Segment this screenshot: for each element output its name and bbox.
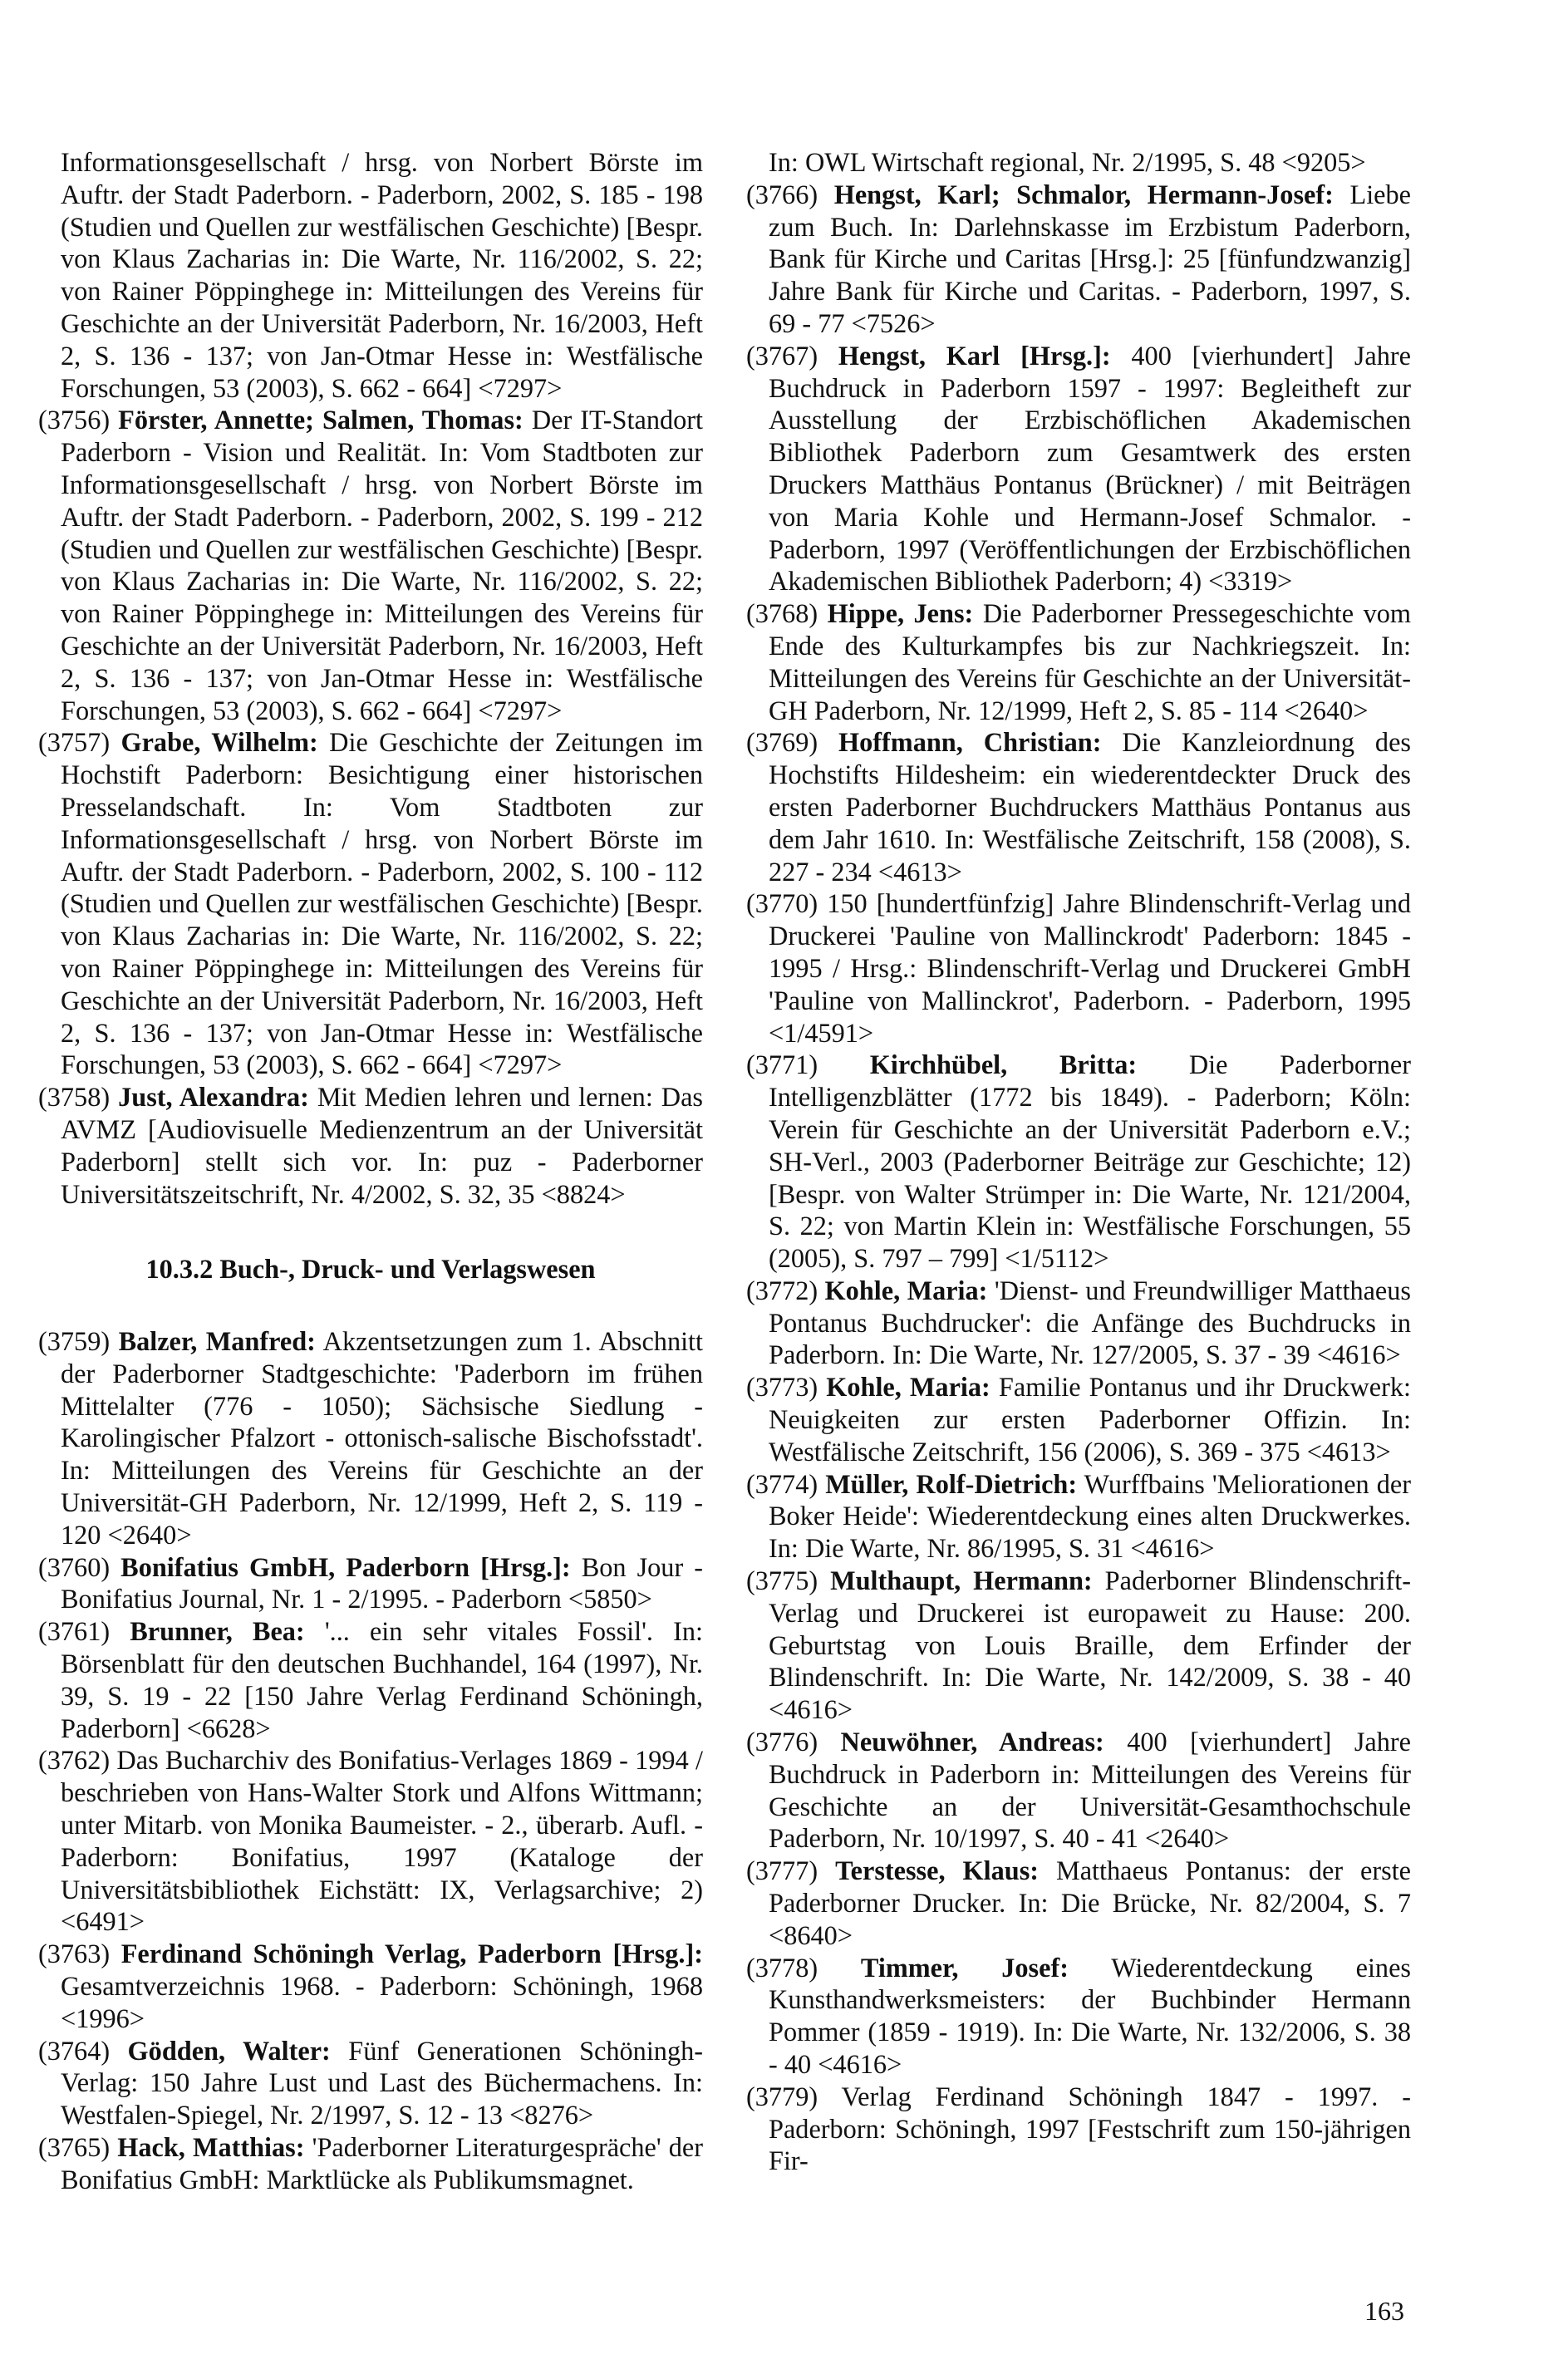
entry-author: Müller, Rolf-Dietrich: — [825, 1468, 1078, 1499]
entry-author: Bonifatius GmbH, Paderborn [Hrsg.]: — [120, 1551, 571, 1582]
entry-number: (3776) — [746, 1727, 818, 1757]
entry-text: Das Bucharchiv des Bonifatius-Verlages 1869 - 1994 / beschrieben von Hans-Walter Stork und Alfons Wittmann; unter Mitarb. von Monika Baumeister. - 2., überarb. Aufl. - Paderborn: Bonifatius, 1997 (Kataloge der Universitätsbibliothek Eichstätt: IX, Verlagsarchive; 2) <6491> — [61, 1745, 703, 1937]
bibliography-entry — [38, 146, 703, 404]
entry-number: (3763) — [38, 1939, 111, 1969]
bibliography-entry — [38, 1081, 703, 1210]
entry-text: '... ein sehr vitales Fossil'. In: Börsenblatt für den deutschen Buchhandel, 164 (1997), Nr. 39, S. 19 - 22 [150 Jahre Verlag Ferdinand Schöningh, Paderborn] <6628> — [61, 1616, 703, 1743]
entry-author: Gödden, Walter: — [127, 2035, 331, 2066]
bibliography-entry — [38, 726, 703, 1081]
entry-text: Die Paderborner Intelligenzblätter (1772 bis 1849). - Paderborn; Köln: Verein für Geschichte an der Universität Paderborn e.V.; SH-Verl., 2003 (Paderborner Beiträge zur Geschichte; 12) [Bespr. von Walter Strümper in: Die Warte, Nr. 121/2004, S. 22; von Martin Klein in: Westfälische Forschungen, 55 (2005), S. 797 – 799] <1/5112> — [769, 1049, 1411, 1274]
bibliography-entry — [746, 1468, 1411, 1565]
entry-text: Matthaeus Pontanus: der erste Paderborner Drucker. In: Die Brücke, Nr. 82/2004, S. 7 <8640> — [769, 1855, 1412, 1950]
entry-number: (3757) — [38, 727, 111, 758]
entry-number: (3764) — [38, 2035, 111, 2066]
entry-text: 400 [vierhundert] Jahre Buchdruck in Paderborn in: Mitteilungen des Vereins für Geschichte an der Universität-Gesamthochschule Paderborn, Nr. 10/1997, S. 40 - 41 <2640> — [769, 1727, 1411, 1854]
bibliography-entry — [746, 340, 1411, 597]
entry-text: Mit Medien lehren und lernen: Das AVMZ [Audiovisuelle Medienzentrum an der Universität Paderborn] stellt sich vor. In: puz - Paderborner Universitätszeitschrift, Nr. 4/2002, S. 32, 35 <8824> — [61, 1082, 703, 1209]
page-number: 163 — [1364, 2296, 1404, 2326]
bibliography-entry — [746, 1049, 1411, 1275]
entry-text: 'Dienst- und Freundwilliger Matthaeus Pontanus Buchdrucker': die Anfänge des Buchdrucks in Paderborn. In: Die Warte, Nr. 127/2005, S. 37 - 39 <4616> — [769, 1275, 1411, 1370]
entry-author: Hengst, Karl [Hrsg.]: — [838, 340, 1111, 371]
entry-text: Familie Pontanus und ihr Druckwerk: Neuigkeiten zur ersten Paderborner Offizin. In: Westfälische Zeitschrift, 156 (2006), S. 369 - 375 <4613> — [769, 1372, 1411, 1467]
entry-number: (3766) — [746, 179, 818, 209]
bibliography-entry — [38, 1744, 703, 1938]
entry-text: Verlag Ferdinand Schöningh 1847 - 1997. - Paderborn: Schöningh, 1997 [Festschrift zum 150-jährigen Fir- — [769, 2081, 1412, 2176]
entry-author: Kohle, Maria: — [824, 1275, 988, 1305]
entry-author: Balzer, Manfred: — [118, 1326, 316, 1357]
right-column — [746, 146, 1411, 2177]
entry-text: 'Paderborner Literaturgespräche' der Bonifatius GmbH: Marktlücke als Publikumsmagnet. — [61, 2132, 704, 2194]
bibliography-entry — [746, 1855, 1411, 1951]
entry-number: (3775) — [746, 1565, 818, 1596]
bibliography-entry — [746, 1371, 1411, 1467]
entry-author: Förster, Annette; Salmen, Thomas: — [118, 405, 523, 435]
bibliography-entry — [746, 597, 1411, 726]
entry-text: Akzentsetzungen zum 1. Abschnitt der Paderborner Stadtgeschichte: 'Paderborn im frühen Mittelalter (776 - 1050); Sächsische Siedlung - Karolingischer Pfalzort - ottonisch-salische Bischofsstadt'. In: Mitteilungen des Vereins für Geschichte an der Universität-GH Paderborn, Nr. 12/1999, Heft 2, S. 119 - 120 <2640> — [61, 1326, 704, 1550]
entry-number: (3770) — [746, 888, 818, 919]
section-heading: 10.3.2 Buch-, Druck- und Verlagswesen — [145, 1254, 596, 1285]
entry-author: Kohle, Maria: — [826, 1372, 990, 1403]
bibliography-entry — [746, 1565, 1411, 1726]
entry-text: In: OWL Wirtschaft regional, Nr. 2/1995, S. 48 <9205> — [769, 147, 1366, 177]
entry-text: Informationsgesellschaft / hrsg. von Norbert Börste im Auftr. der Stadt Paderborn. - Paderborn, 2002, S. 185 - 198 (Studien und Quellen zur westfälischen Geschichte) [Bespr. von Klaus Zacharias in: Die Warte, Nr. 116/2002, S. 22; von Rainer Pöppinghege in: Mitteilungen des Vereins für Geschichte an der Universität Paderborn, Nr. 16/2003, Heft 2, S. 136 - 137; von Jan-Otmar Hesse in: Westfälische Forschungen, 53 (2003), S. 662 - 664] <7297> — [61, 147, 703, 403]
entry-number: (3778) — [746, 1952, 818, 1983]
entry-author: Multhaupt, Hermann: — [830, 1565, 1093, 1596]
bibliography-entry — [746, 887, 1411, 1049]
entry-number: (3762) — [38, 1745, 111, 1776]
entry-number: (3767) — [746, 340, 818, 371]
bibliography-entry — [746, 726, 1411, 887]
entry-number: (3759) — [38, 1326, 111, 1357]
entry-text: Gesamtverzeichnis 1968. - Paderborn: Schöningh, 1968 <1996> — [61, 1971, 703, 2033]
entry-number: (3765) — [38, 2132, 111, 2163]
entry-number: (3769) — [746, 727, 818, 758]
entry-text: Der IT-Standort Paderborn - Vision und Realität. In: Vom Stadtboten zur Informationsgesellschaft / hrsg. von Norbert Börste im Auftr. der Stadt Paderborn. - Paderborn, 2002, S. 199 - 212 (Studien und Quellen zur westfälischen Geschichte) [Bespr. von Klaus Zacharias in: Die Warte, Nr. 116/2002, S. 22; von Rainer Pöppinghege in: Mitteilungen des Vereins für Geschichte an der Universität Paderborn, Nr. 16/2003, Heft 2, S. 136 - 137; von Jan-Otmar Hesse in: Westfälische Forschungen, 53 (2003), S. 662 - 664] <7297> — [61, 405, 703, 725]
entry-number: (3771) — [746, 1049, 818, 1080]
entry-text: 150 [hundertfünfzig] Jahre Blindenschrift-Verlag und Druckerei 'Pauline von Mallinckrodt' Paderborn: 1845 - 1995 / Hrsg.: Blindenschrift-Verlag und Druckerei GmbH 'Pauline von Mallinckrot', Paderborn. - Paderborn, 1995 <1/4591> — [769, 888, 1411, 1048]
entry-author: Hoffmann, Christian: — [838, 727, 1102, 758]
bibliography-entry — [746, 179, 1411, 340]
entry-number: (3756) — [38, 405, 111, 435]
entry-text: Wurffbains 'Meliorationen der Boker Heide': Wiederentdeckung eines alten Druckwerkes. In: Die Warte, Nr. 86/1995, S. 31 <4616> — [769, 1468, 1411, 1564]
entry-author: Hengst, Karl; Schmalor, Hermann-Josef: — [833, 179, 1334, 209]
bibliography-entry — [38, 2035, 703, 2131]
entry-number: (3774) — [746, 1468, 818, 1499]
entry-text: Paderborner Blindenschrift-Verlag und Druckerei ist europaweit zu Hause: 200. Geburtstag von Louis Braille, dem Erfinder der Blindenschrift. In: Die Warte, Nr. 142/2009, S. 38 - 40 <4616> — [769, 1565, 1412, 1725]
bibliography-entry — [38, 1325, 703, 1551]
bibliography-entry — [38, 2131, 703, 2196]
bibliography-entry — [746, 1952, 1411, 2081]
left-column — [38, 146, 703, 2196]
entry-author: Grabe, Wilhelm: — [120, 727, 318, 758]
bibliography-entry — [38, 404, 703, 726]
entry-number: (3772) — [746, 1275, 818, 1305]
entry-author: Kirchhübel, Britta: — [869, 1049, 1138, 1080]
entry-author: Neuwöhner, Andreas: — [840, 1727, 1104, 1757]
entry-number: (3760) — [38, 1551, 111, 1582]
entries-before-heading — [38, 146, 703, 1210]
bibliography-entry — [746, 146, 1411, 179]
entry-author: Terstesse, Klaus: — [835, 1855, 1040, 1886]
entry-number: (3777) — [746, 1855, 818, 1886]
bibliography-entry — [38, 1551, 703, 1616]
bibliography-entry — [38, 1615, 703, 1744]
entry-number: (3779) — [746, 2081, 818, 2111]
bibliography-entry — [746, 1726, 1411, 1855]
entry-author: Hippe, Jens: — [827, 598, 974, 629]
entry-number: (3768) — [746, 598, 818, 629]
entry-text: 400 [vierhundert] Jahre Buchdruck in Paderborn 1597 - 1997: Begleitheft zur Ausstellung der Erzbischöflichen Akademischen Bibliothek Paderborn zum Gesamtwerk des ersten Druckers Matthäus Pontanus (Brückner) / mit Beiträgen von Maria Kohle und Hermann-Josef Schmalor. - Paderborn, 1997 (Veröffentlichungen der Erzbischöflichen Akademischen Bibliothek Paderborn; 4) <3319> — [769, 340, 1411, 597]
entry-text: Die Kanzleiordnung des Hochstifts Hildesheim: ein wiederentdeckter Druck des ersten Paderborner Buchdruckers Matthäus Pontanus aus dem Jahr 1610. In: Westfälische Zeitschrift, 158 (2008), S. 227 - 234 <4613> — [769, 727, 1411, 887]
entry-author: Hack, Matthias: — [117, 2132, 305, 2163]
entry-author: Timmer, Josef: — [860, 1952, 1069, 1983]
bibliography-entry — [746, 2081, 1411, 2177]
bibliography-entry — [746, 1275, 1411, 1371]
entry-text: Liebe zum Buch. In: Darlehnskasse im Erzbistum Paderborn, Bank für Kirche und Caritas [Hrsg.]: 25 [fünfundzwanzig] Jahre Bank für Kirche und Caritas. - Paderborn, 1997, S. 69 - 77 <7526> — [769, 179, 1411, 338]
entry-author: Ferdinand Schöningh Verlag, Paderborn [Hrsg.]: — [120, 1939, 703, 1969]
entry-number: (3761) — [38, 1616, 111, 1647]
entry-number: (3773) — [746, 1372, 818, 1403]
entry-text: Wiederentdeckung eines Kunsthandwerksmeisters: der Buchbinder Hermann Pommer (1859 - 1919). In: Die Warte, Nr. 132/2006, S. 38 - 40 <4616> — [769, 1952, 1411, 2080]
bibliography-entry — [38, 1938, 703, 2034]
entry-number: (3758) — [38, 1082, 111, 1113]
entry-text: Fünf Generationen Schöningh-Verlag: 150 Jahre Lust und Last des Büchermachens. In: Westfalen-Spiegel, Nr. 2/1997, S. 12 - 13 <8276> — [61, 2035, 703, 2130]
entry-author: Just, Alexandra: — [118, 1082, 309, 1113]
entry-text: Bon Jour - Bonifatius Journal, Nr. 1 - 2/1995. - Paderborn <5850> — [61, 1551, 704, 1614]
entry-text: Die Geschichte der Zeitungen im Hochstift Paderborn: Besichtigung einer historischen Presselandschaft. In: Vom Stadtboten zur Informationsgesellschaft / hrsg. von Norbert Börste im Auftr. der Stadt Paderborn. - Paderborn, 2002, S. 100 - 112 (Studien und Quellen zur westfälischen Geschichte) [Bespr. von Klaus Zacharias in: Die Warte, Nr. 116/2002, S. 22; von Rainer Pöppinghege in: Mitteilungen des Vereins für Geschichte an der Universität Paderborn, Nr. 16/2003, Heft 2, S. 136 - 137; von Jan-Otmar Hesse in: Westfälische Forschungen, 53 (2003), S. 662 - 664] <7297> — [61, 727, 703, 1080]
entries-after-heading — [38, 1325, 703, 2196]
entry-author: Brunner, Bea: — [130, 1616, 305, 1647]
entry-text: Die Paderborner Pressegeschichte vom Ende des Kulturkampfes bis zur Nachkriegszeit. In: Mitteilungen des Vereins für Geschichte an der Universität-GH Paderborn, Nr. 12/1999, Heft 2, S. 85 - 114 <2640> — [769, 598, 1411, 725]
